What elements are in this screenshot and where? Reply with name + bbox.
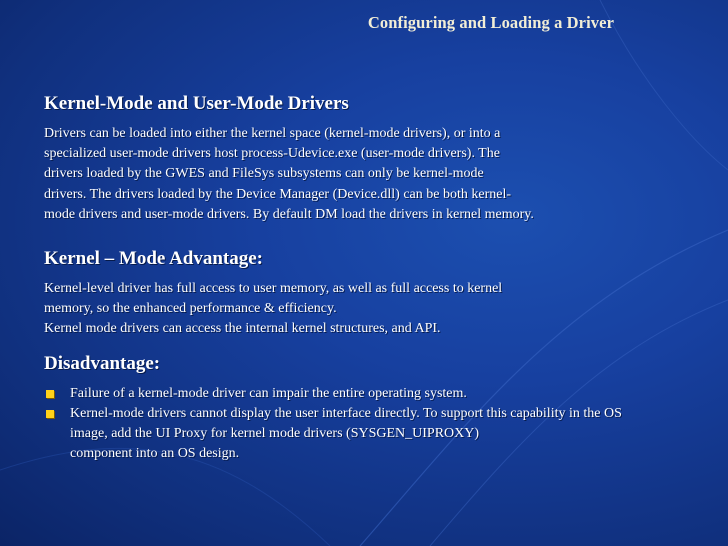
slide-title: Configuring and Loading a Driver (367, 13, 614, 32)
slide-content (44, 92, 704, 464)
kernel-user-mode-paragraph (44, 124, 704, 225)
advantage-paragraph (44, 279, 704, 340)
paragraph-line: drivers loaded by the GWES and FileSys subsystems can only be kernel-mode (44, 166, 484, 182)
paragraph-line: Kernel mode drivers can access the internal kernel structures, and API. (44, 321, 441, 337)
bullet-line: image, add the UI Proxy for kernel mode drivers (SYSGEN_UIPROXY) (70, 426, 480, 442)
section-heading-advantage: Kernel – Mode Advantage: (44, 248, 264, 270)
section-heading-disadvantage: Disadvantage: (44, 352, 161, 374)
disadvantage-list (44, 384, 704, 465)
section-heading-kernel-user-mode: Kernel-Mode and User-Mode Drivers (44, 93, 349, 114)
paragraph-line: mode drivers and user-mode drivers. By default DM load the drivers in kernel memory. (44, 206, 534, 222)
paragraph-line: Drivers can be loaded into either the kernel space (kernel-mode drivers), or into a (44, 126, 501, 141)
list-item (44, 384, 704, 404)
list-item (44, 404, 704, 465)
square-bullet-icon (46, 390, 54, 398)
bullet-line: component into an OS design. (70, 446, 240, 462)
paragraph-line: specialized user-mode drivers host process-Udevice.exe (user-mode drivers). The (44, 146, 500, 162)
square-bullet-icon (46, 410, 54, 418)
paragraph-line: Kernel-level driver has full access to user memory, as well as full access to kernel (44, 281, 503, 297)
bullet-line: Kernel-mode drivers cannot display the user interface directly. To support this capability in the OS (70, 405, 622, 421)
paragraph-line: memory, so the enhanced performance & efficiency. (44, 301, 337, 317)
paragraph-line: drivers. The drivers loaded by the Device Manager (Device.dll) can be both kernel- (44, 186, 511, 202)
bullet-line: Failure of a kernel-mode driver can impair the entire operating system. (70, 385, 467, 401)
